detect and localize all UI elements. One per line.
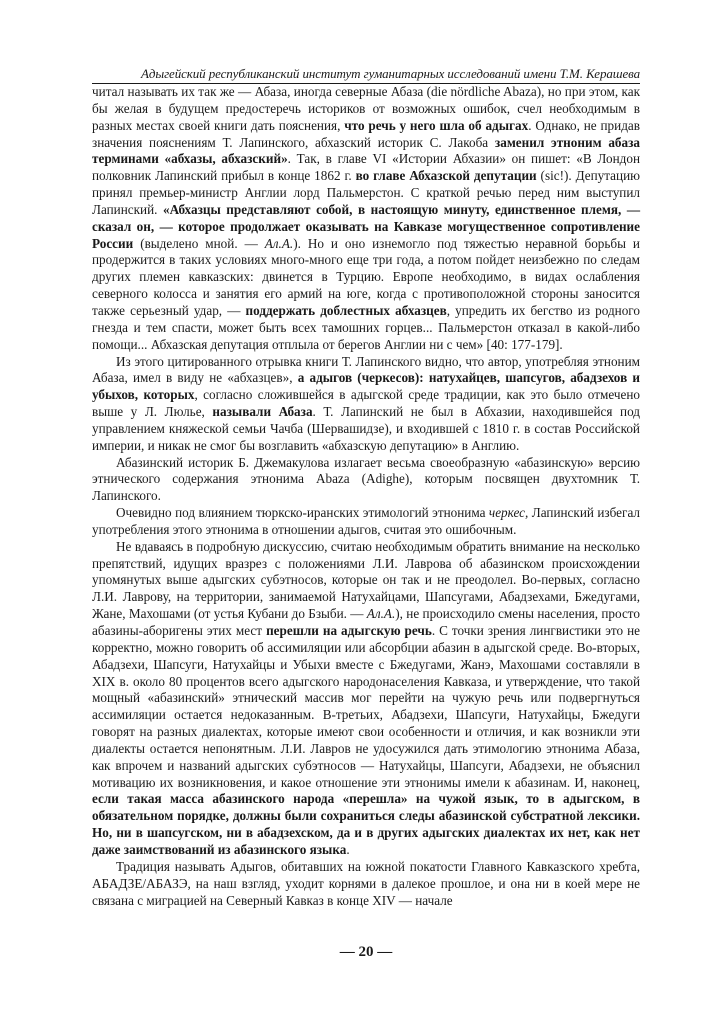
paragraph xyxy=(92,455,640,506)
paragraph xyxy=(92,354,640,455)
paragraph xyxy=(92,84,640,354)
text-run: . С точки зрения лингвистики это не корректно, можно говорить об ассимиляции или абсорбции абазин в адыгской среде. Во-вторых, Абадзехи, Шапсуги, Натухайцы и Убыхи вместе с Бжедугами, Жанэ, Махошами составляли в XIX в. около 80 процентов всего адыгского народонаселения Кавказа, и утверждение, что такой мощный «абазинский» этнический массив мог перейти на чужую речь или подвергнуться ассимиляции остается недоказанным. В-третьих, Абадзехи, Шапсуги, Натухайцы, Бжедуги говорят на разных диалектах, которые имеют свои особенности и отличия, и как возникли эти диалекты остается непонятным. Л.И. Лавров не удосужился дать этимологию этнонима Абаза, как впрочем и названий адыгских субэтносов — Натухайцы, Шапсуги, Абадзехи, не объяснил мотивацию их возникновения, и какое отношение эти этнонимы имели к абазинам. И, наконец, xyxy=(92,623,641,790)
text-run: . Так, в главе VI «Истории Абхазии» он пишет: «В Лондон полковник Лапинский прибыл в конце 1862 г. xyxy=(92,151,640,184)
paragraph xyxy=(92,859,640,910)
text-run: читал называть их так же — Абаза, иногда северные Абаза (die nördliche Abaza), но при этом, как бы желая в будущем предостеречь историков от возможных ошибок, счел необходимым в разных местах своей книги дать пояснения, xyxy=(92,84,640,133)
text-run: . xyxy=(346,841,350,857)
running-header: Адыгейский республиканский институт гуманитарных исследований имени Т.М. Керашева xyxy=(141,66,640,81)
bold-emphasis: что речь у него шла об адыгах xyxy=(344,117,529,133)
paragraph xyxy=(92,505,640,539)
italic-emphasis: черкес, xyxy=(488,505,529,521)
text-run: , согласно сложившейся в адыгской среде традиции, как это было отмечено выше у Л. Люлье, xyxy=(92,387,640,420)
text-run: Из этого цитированного отрывка книги Т. Лапинского видно, что автор, употребляя этноним Абаза, имел в виду не «абхазцев», xyxy=(92,353,640,386)
bold-emphasis: если такая масса абазинского народа «перешла» на чужой язык, то в адыгском, в обязательном порядке, должны были сохраниться следы абазинской субстратной лексики. Но, ни в шапсугском, ни в абадзехском, да и в других адыгских диалектах их нет, как нет даже заимствований из абазинского языка xyxy=(92,791,640,857)
text-run: ), не происходило смены населения, просто абазины-аборигены этих мест xyxy=(92,606,640,638)
text-run: Традиция называть Адыгов, обитавших на южной покатости Главного Кавказского хребта, АБАДЗЕ/АБАЗЭ, на наш взгляд, уходит корнями в далекое прошлое, и она ни в коей мере не связана с миграцией на Северный Кавказ в конце XIV — начале xyxy=(92,858,640,908)
text-run: (выделено мной. — xyxy=(133,235,265,251)
bold-emphasis: заменил этноним абаза терминами «абхазы, абхазский» xyxy=(92,134,640,167)
text-run: , упредить их бегство из родного гнезда и тем спасти, может быть всех тамошних горцев... Пальмерстон отказал в какой-либо помощи... Абхазская депутация отплыла от берегов Англии ни с чем» [40: 177-179]. xyxy=(92,302,640,352)
bold-emphasis: называли Абаза xyxy=(212,404,313,420)
text-run: Не вдаваясь в подробную дискуссию, считаю необходимым обратить внимание на несколько препятствий, идущих вразрез с положениями Л.И. Лаврова об абазинском происхождении упомянутых выше адыгских субэтносов, которые он так и не преодолел. Во-первых, согласно Л.И. Лаврову, на территории, занимаемой Натухайцами, Шапсугами, Абадзехами, Бжедугами, Жане, Махошами (от устья Кубани до Бзыби. — xyxy=(92,538,640,622)
bold-emphasis: во главе Абхазской депутации xyxy=(355,168,537,184)
text-run: Лапинский избегал употребления этого этнонима в отношении адыгов, считая это ошибочным. xyxy=(92,505,640,537)
text-run: Очевидно под влиянием тюркско-иранских этимологий этнонима xyxy=(116,505,489,521)
bold-emphasis: перешли на адыгскую речь xyxy=(266,623,432,638)
bold-emphasis: поддержать доблестных абхазцев xyxy=(245,302,447,318)
italic-emphasis: Ал.А. xyxy=(366,606,396,622)
text-run: . Однако, не придав значения пояснениям Т. Лапинского, абхазский историк С. Лакоба xyxy=(92,117,640,150)
page-number: — 20 — xyxy=(339,944,393,960)
text-run: (sic!). Депутацию принял премьер-министр Англии лорд Пальмерстон. С краткой речью перед ним выступил Лапинский. xyxy=(92,168,640,217)
text-run: . Т. Лапинский не был в Абхазии, находившейся под управлением княжеской семьи Чачба (Шервашидзе), и входившей с 1810 г. в состав Российской империи, и никак не смог бы возглавить «абхазскую депутацию» в Англию. xyxy=(92,404,640,453)
text-run: ). Но и оно изнемогло под тяжестью неравной борьбы и продержится в таких условиях много-много еще три года, а потом пойдет неизбежно по следам других племен кавказских: двинется в Турцию. Европе необходимо, в видах ослабления северного колосса и занятия его армий на юге, когда с противоположной стороны заносится также серьезный удар, — xyxy=(92,235,640,318)
bold-emphasis: «Абхазцы представляют собой, в настоящую минуту, единственное племя, — сказал он, — которое продолжает оказывать на Кавказе могущественное сопротивление России xyxy=(92,201,641,251)
text-run: Абазинский историк Б. Джемакулова излагает весьма своеобразную «абазинскую» версию этнического содержания этнонима Abaza (Adighe), которым посвящен двухтомник Т. Лапинского. xyxy=(92,454,640,504)
paragraph xyxy=(92,539,640,859)
bold-emphasis: а адыгов (черкесов): натухайцев, шапсугов, абадзехов и убыхов, которых xyxy=(92,370,640,403)
body-text xyxy=(92,84,640,909)
italic-emphasis: Ал.А. xyxy=(264,235,294,251)
